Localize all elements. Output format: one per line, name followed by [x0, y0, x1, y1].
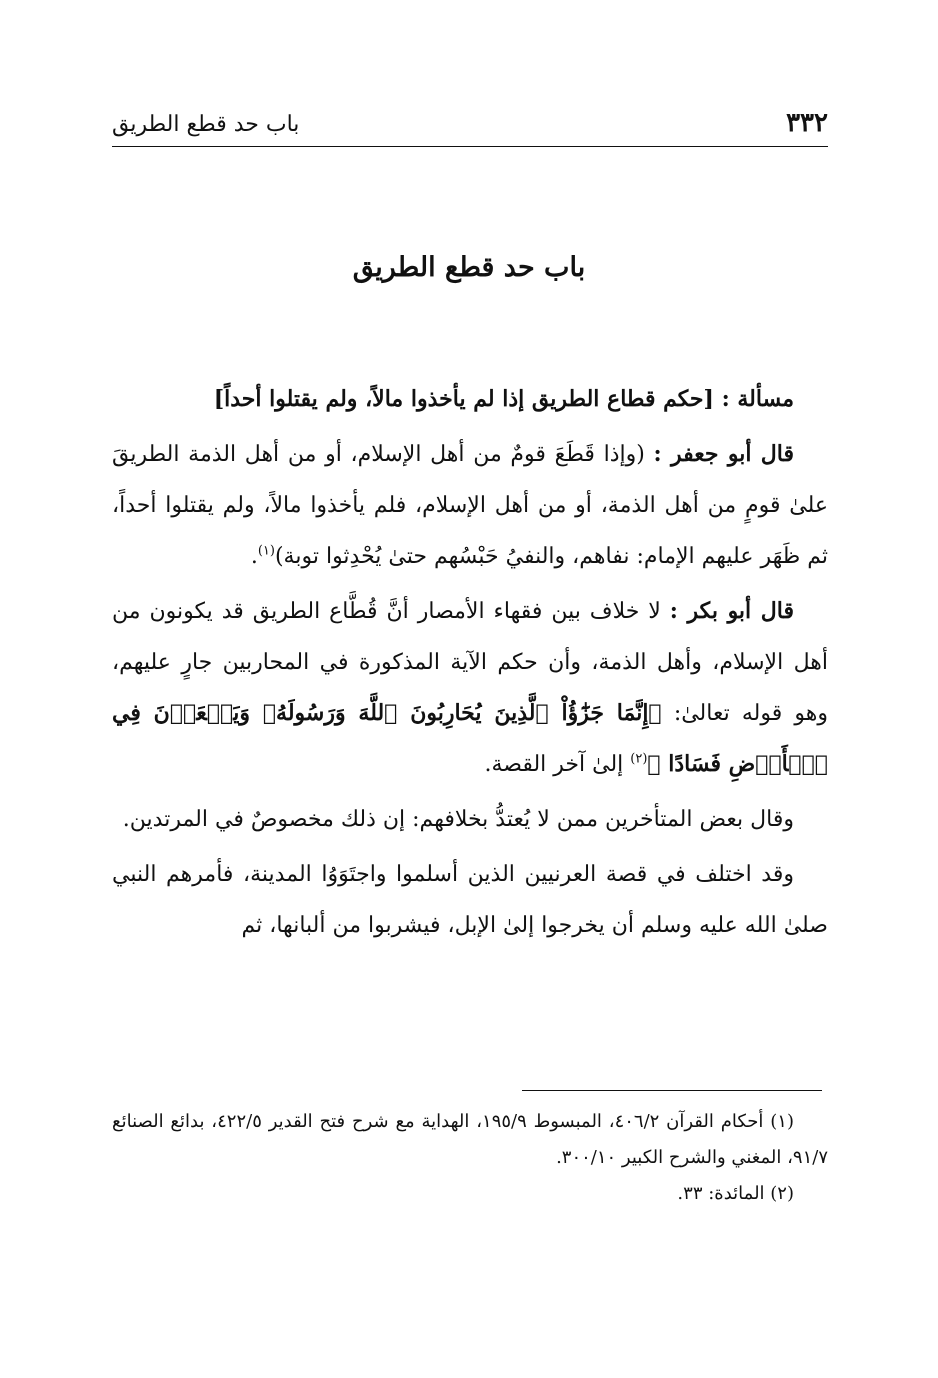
footnote-2: (٢) المائدة: ٣٣.: [677, 1183, 794, 1204]
speaker-abu-jafar: قال أبو جعفر :: [653, 441, 795, 467]
page-header: [112, 104, 828, 147]
chapter-title: باب حد قطع الطريق: [352, 252, 586, 283]
paragraph-end: إلىٰ آخر القصة.: [484, 752, 624, 777]
running-title: باب حد قطع الطريق: [112, 112, 300, 137]
main-text: [112, 374, 828, 955]
issue-title: [حكم قطاع الطريق إذا لم يأخذوا مالاً، ولم يقتلوا أحداً]: [213, 386, 714, 412]
issue-label: مسألة :: [721, 386, 794, 412]
paragraph-abu-jafar: [112, 429, 828, 582]
paragraph-text: (وإذا قَطَعَ قومٌ من أهل الإسلام، أو من أهل الذمة الطريقَ علىٰ قومٍ من أهل الذمة، أو من أهل الإسلام، فلم يأخذوا مالاً، ولم يقتلوا أحداً، ثم ظَهَر عليهم الإمام: نفاهم، والنفيُ حَبْسُهم حتىٰ يُحْدِثوا توبة): [112, 442, 828, 569]
issue-heading: [112, 374, 828, 425]
paragraph-text: لا خلاف بين فقهاء الأمصار أنَّ قُطَّاع الطريق قد يكونون من أهل الإسلام، وأهل الذمة، وأن حكم الآية المذكورة في المحاربين جارٍ عليهم، وهو قوله تعالىٰ:: [112, 599, 828, 726]
footnote-ref-1: (١): [257, 543, 275, 559]
footnote-1: (١) أحكام القرآن ٤٠٦/٢، المبسوط ١٩٥/٩، الهداية مع شرح فتح القدير ٤٢٢/٥، بدائع الصنائع ٩١/٧، المغني والشرح الكبير ٣٠٠/١٠.: [112, 1111, 828, 1168]
paragraph-later-scholars: وقال بعض المتأخرين ممن لا يُعتدُّ بخلافهم: إن ذلك مخصوصٌ في المرتدين.: [122, 807, 794, 832]
speaker-abu-bakr: قال أبو بكر :: [669, 598, 794, 624]
page-number: ٣٣٢: [786, 108, 828, 138]
footnote-ref-2: (٢): [630, 751, 648, 767]
quran-verse: ﴿إِنَّمَا جَزَٰٓؤُاْ ٱلَّذِينَ يُحَارِبُونَ ٱللَّهَ وَرَسُولَهُۥ وَيَسۡعَوۡنَ فِي ٱلۡأَرۡضِ فَسَادًا ﴾: [112, 700, 828, 777]
footnotes: [112, 1104, 828, 1212]
paragraph-abu-bakr: [112, 586, 828, 790]
paragraph-urayniyyin: وقد اختلف في قصة العرنيين الذين أسلموا واجتَوَوُا المدينة، فأمرهم النبي صلىٰ الله عليه وسلم أن يخرجوا إلىٰ الإبل، فيشربوا من ألبانها، ثم: [112, 862, 828, 938]
footnote-separator: [522, 1090, 822, 1091]
paragraph-end: .: [250, 544, 258, 569]
